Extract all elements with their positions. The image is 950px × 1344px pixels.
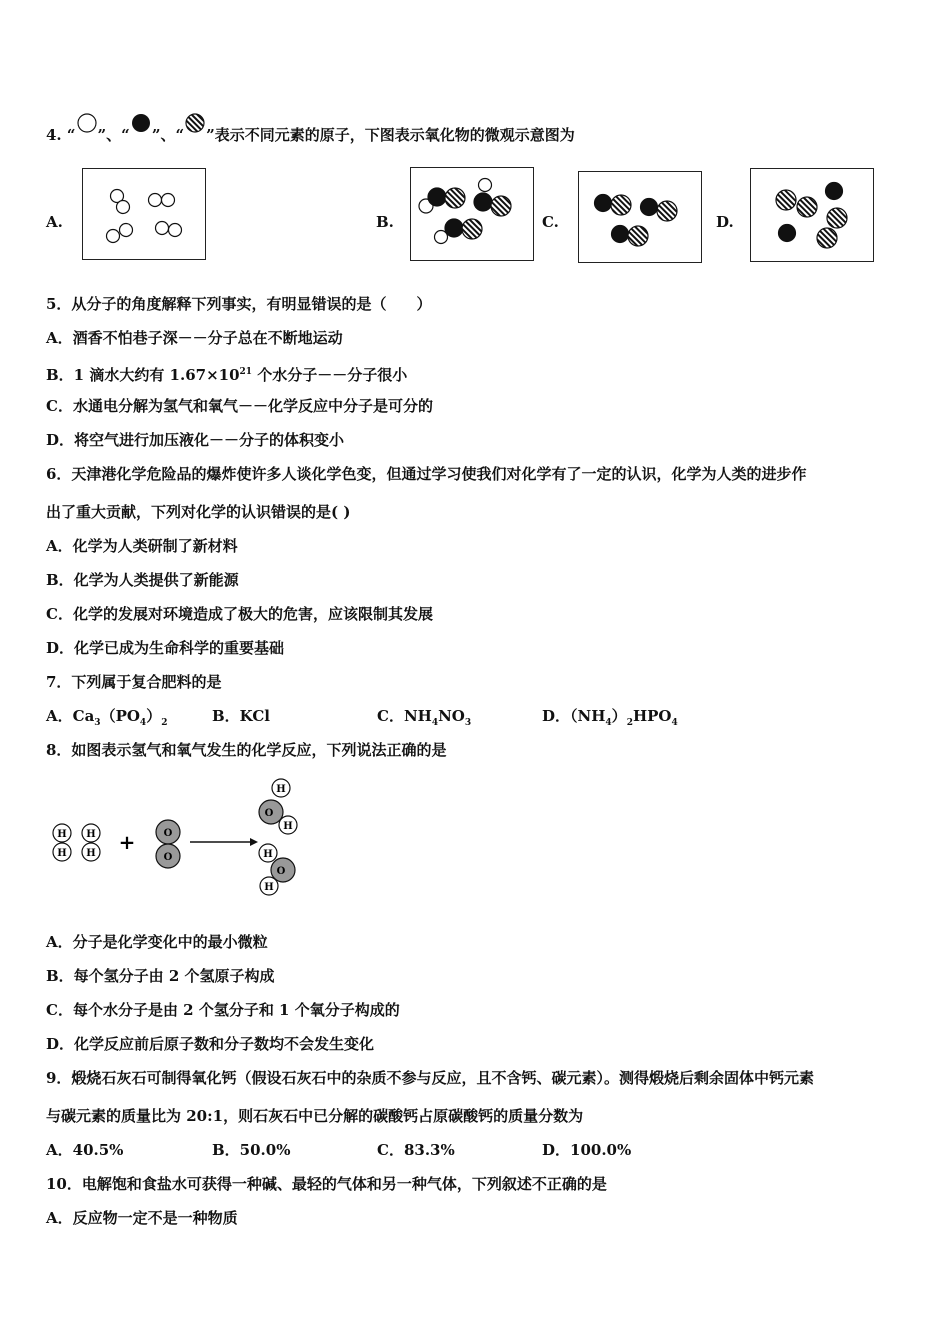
q5-stem: 5．从分子的角度解释下列事实，有明显错误的是（ ）	[46, 295, 432, 313]
q7-option-b: B．KCl	[212, 707, 270, 725]
black-atom-icon	[130, 114, 152, 134]
q6-option-c: C．化学的发展对环境造成了极大的危害，应该限制其发展	[46, 605, 433, 623]
q5-option-c: C．水通电分解为氢气和氧气－－化学反应中分子是可分的	[46, 397, 433, 415]
white-atoms-icon	[83, 169, 205, 259]
q9-option-a: A．40.5%	[46, 1141, 124, 1159]
reaction-arrow-icon	[190, 838, 258, 846]
q7-stem: 7．下列属于复合肥料的是	[46, 673, 222, 691]
q6-stem-line2: 出了重大贡献，下列对化学的认识错误的是( )	[46, 503, 351, 521]
q4-option-d-diagram	[750, 168, 874, 262]
q4-option-a-diagram	[82, 168, 206, 260]
q8-option-b: B．每个氢分子由 2 个氢原子构成	[46, 967, 275, 985]
q10-option-a: A．反应物一定不是一种物质	[46, 1209, 238, 1227]
q5-option-d: D．将空气进行加压液化－－分子的体积变小	[46, 431, 345, 449]
plus-sign: +	[118, 830, 136, 854]
hydrogen-molecule-2	[82, 824, 100, 861]
q4-option-c-label: C.	[542, 213, 559, 231]
mixed-molecules-icon	[411, 168, 533, 260]
q4-text: ”表示不同元素的原子，下图表示氧化物的微观示意图为	[206, 126, 575, 144]
q9-option-d: D．100.0%	[542, 1141, 632, 1159]
q7-option-c: C．$NH_4NO_3$	[377, 707, 472, 728]
white-atom-icon	[76, 114, 98, 134]
hydrogen-molecule-1	[53, 824, 71, 861]
q4-option-b-diagram	[410, 167, 534, 261]
svg-text:H: H	[86, 829, 96, 840]
svg-text:O: O	[264, 808, 274, 819]
q5-option-b: B．1 滴水大约有 $1.67\times 10^{21}$ 个水分子－－分子很小	[46, 366, 408, 384]
q9-option-c: C．83.3%	[377, 1141, 455, 1159]
svg-text:H: H	[57, 848, 67, 859]
svg-text:O: O	[276, 866, 286, 877]
q6-option-a: A．化学为人类研制了新材料	[46, 537, 238, 555]
q5-option-a: A．酒香不怕巷子深－－分子总在不断地运动	[46, 329, 343, 347]
water-molecule-2	[259, 844, 295, 895]
q9-option-b: B．50.0%	[212, 1141, 291, 1159]
svg-text:O: O	[163, 828, 173, 839]
q10-stem: 10．电解饱和食盐水可获得一种碱、最轻的气体和另一种气体，下列叙述不正确的是	[46, 1175, 607, 1193]
q8-option-a: A．分子是化学变化中的最小微粒	[46, 933, 268, 951]
svg-text:H: H	[264, 882, 274, 893]
separate-atoms-icon	[751, 169, 873, 261]
oxygen-molecule	[156, 820, 180, 868]
q6-option-d: D．化学已成为生命科学的重要基础	[46, 639, 285, 657]
svg-text:H: H	[263, 849, 273, 860]
hatched-atom-icon	[184, 114, 206, 134]
q6-stem-line1: 6．天津港化学危险品的爆炸使许多人谈化学色变，但通过学习使我们对化学有了一定的认识，化学为人类的进步作	[46, 465, 807, 483]
svg-text:H: H	[86, 848, 96, 859]
q4-option-c-diagram	[578, 171, 702, 263]
oxide-molecules-icon	[579, 172, 701, 262]
q4-option-a-label: A.	[46, 213, 63, 231]
svg-text:H: H	[283, 821, 293, 832]
q4-option-b-label: B.	[376, 213, 394, 231]
q8-stem: 8．如图表示氢气和氧气发生的化学反应，下列说法正确的是	[46, 741, 447, 759]
svg-text:H: H	[57, 829, 67, 840]
q4-option-d-label: D.	[716, 213, 734, 231]
q6-option-b: B．化学为人类提供了新能源	[46, 571, 239, 589]
q4-number: 4.	[46, 126, 62, 144]
water-molecule-1	[259, 779, 297, 834]
q4-stem: 4. “ ”、“ ”、“ ”表示不同元素的原子，下图表示氧化物的微观示意图为	[46, 114, 575, 145]
q7-option-a: A．$Ca_3(PO_4)_2$	[46, 707, 168, 728]
q7-option-d: D．$(NH_4)_2HPO_4$	[542, 707, 678, 728]
q8-option-c: C．每个水分子是由 2 个氢分子和 1 个氧分子构成的	[46, 1001, 400, 1019]
q9-stem-line1: 9．煅烧石灰石可制得氧化钙（假设石灰石中的杂质不参与反应，且不含钙、碳元素）。测得煅烧后剩余固体中钙元素	[46, 1069, 814, 1087]
svg-text:H: H	[276, 784, 286, 795]
svg-text:O: O	[163, 852, 173, 863]
q8-option-d: D．化学反应前后原子数和分子数均不会发生变化	[46, 1035, 375, 1053]
q9-stem-line2: 与碳元素的质量比为 20:1，则石灰石中已分解的碳酸钙占原碳酸钙的质量分数为	[46, 1107, 584, 1125]
reaction-diagram	[40, 772, 320, 902]
